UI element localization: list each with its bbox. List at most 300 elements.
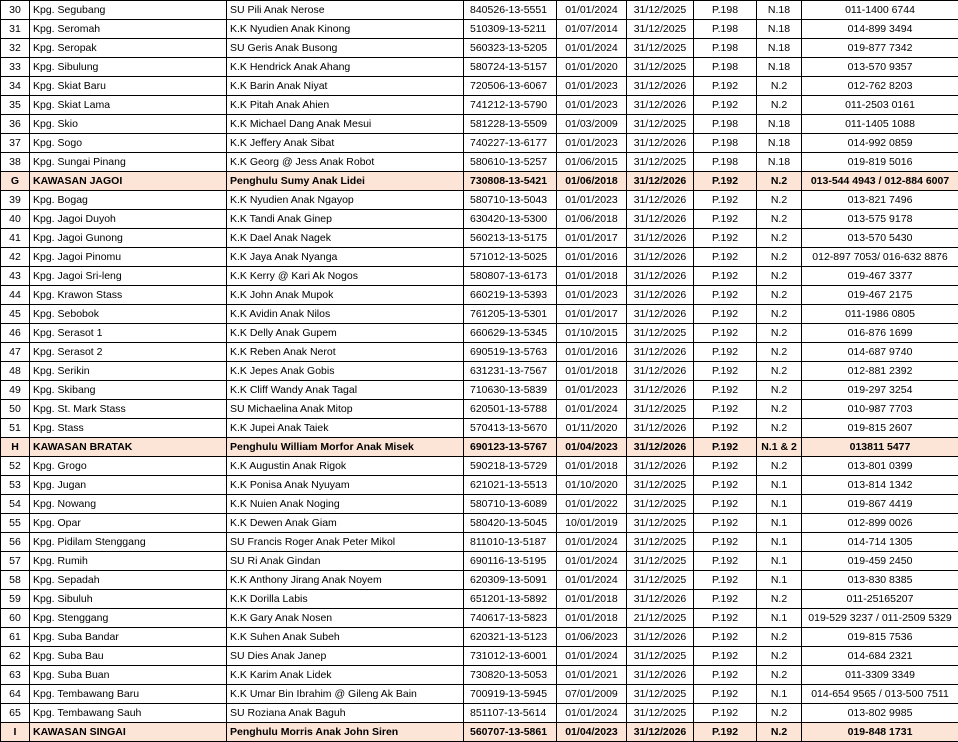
cell-village: Kpg. Seromah (30, 20, 227, 39)
cell-end-date: 31/12/2026 (627, 191, 694, 210)
cell-village: Kpg. Pidilam Stenggang (30, 533, 227, 552)
cell-number: 64 (1, 685, 30, 704)
cell-start-date: 01/01/2024 (557, 704, 627, 723)
cell-number: 38 (1, 153, 30, 172)
table-row (1, 77, 958, 96)
cell-village: Kpg. Skibang (30, 381, 227, 400)
cell-start-date: 01/01/2017 (557, 229, 627, 248)
cell-end-date: 31/12/2026 (627, 305, 694, 324)
table-row (1, 476, 958, 495)
cell-number: 65 (1, 704, 30, 723)
cell-phone: 012-762 8203 (802, 77, 958, 96)
cell-phone: 019-467 3377 (802, 267, 958, 286)
cell-village: Kpg. Seropak (30, 39, 227, 58)
cell-phone: 013-801 0399 (802, 457, 958, 476)
cell-village: Kpg. Opar (30, 514, 227, 533)
cell-ic-number: 560707-13-5861 (464, 723, 557, 742)
table-row (1, 647, 958, 666)
cell-village: Kpg. Bogag (30, 191, 227, 210)
table-row (1, 704, 958, 723)
cell-phone: 011-3309 3349 (802, 666, 958, 685)
cell-number: 44 (1, 286, 30, 305)
cell-end-date: 31/12/2026 (627, 210, 694, 229)
cell-village: Kpg. Jagoi Gunong (30, 229, 227, 248)
cell-village: Kpg. Stenggang (30, 609, 227, 628)
cell-end-date: 31/12/2026 (627, 362, 694, 381)
cell-village: Kpg. Suba Buan (30, 666, 227, 685)
cell-head-name: SU Dies Anak Janep (227, 647, 464, 666)
cell-parliament: P.192 (694, 267, 757, 286)
cell-dun: N.2 (757, 704, 802, 723)
cell-ic-number: 580724-13-5157 (464, 58, 557, 77)
cell-phone: 013-814 1342 (802, 476, 958, 495)
cell-head-name: K.K Reben Anak Nerot (227, 343, 464, 362)
cell-village: Kpg. Segubang (30, 1, 227, 20)
cell-dun: N.1 (757, 514, 802, 533)
cell-end-date: 31/12/2025 (627, 514, 694, 533)
table-row (1, 191, 958, 210)
cell-head-name: K.K Avidin Anak Nilos (227, 305, 464, 324)
cell-number: 56 (1, 533, 30, 552)
cell-dun: N.1 (757, 495, 802, 514)
cell-dun: N.2 (757, 229, 802, 248)
cell-phone: 019-297 3254 (802, 381, 958, 400)
cell-phone: 019-848 1731 (802, 723, 958, 742)
cell-parliament: P.192 (694, 514, 757, 533)
cell-end-date: 31/12/2026 (627, 381, 694, 400)
table-row (1, 590, 958, 609)
cell-dun: N.2 (757, 381, 802, 400)
cell-village: Kpg. Sungai Pinang (30, 153, 227, 172)
table-row (1, 58, 958, 77)
cell-parliament: P.192 (694, 343, 757, 362)
cell-ic-number: 580807-13-6173 (464, 267, 557, 286)
cell-number: 60 (1, 609, 30, 628)
cell-start-date: 01/01/2023 (557, 381, 627, 400)
cell-village: Kpg. Sogo (30, 134, 227, 153)
cell-phone: 011-1400 6744 (802, 1, 958, 20)
cell-phone: 013-570 9357 (802, 58, 958, 77)
table-row (1, 305, 958, 324)
cell-ic-number: 700919-13-5945 (464, 685, 557, 704)
cell-dun: N.18 (757, 134, 802, 153)
table-row (1, 229, 958, 248)
cell-start-date: 01/01/2018 (557, 609, 627, 628)
cell-parliament: P.192 (694, 191, 757, 210)
cell-start-date: 01/01/2022 (557, 495, 627, 514)
cell-dun: N.2 (757, 666, 802, 685)
cell-start-date: 01/01/2024 (557, 533, 627, 552)
cell-start-date: 01/06/2018 (557, 172, 627, 191)
table-row (1, 552, 958, 571)
cell-start-date: 01/06/2023 (557, 628, 627, 647)
cell-dun: N.18 (757, 58, 802, 77)
cell-ic-number: 621021-13-5513 (464, 476, 557, 495)
cell-parliament: P.198 (694, 153, 757, 172)
cell-head-name: Penghulu Sumy Anak Lidei (227, 172, 464, 191)
cell-parliament: P.192 (694, 229, 757, 248)
cell-head-name: K.K Nyudien Anak Kinong (227, 20, 464, 39)
cell-village: Kpg. Sepadah (30, 571, 227, 590)
cell-number: 57 (1, 552, 30, 571)
cell-head-name: Penghulu Morris Anak John Siren (227, 723, 464, 742)
cell-ic-number: 660629-13-5345 (464, 324, 557, 343)
cell-village: Kpg. Sibuluh (30, 590, 227, 609)
cell-end-date: 31/12/2025 (627, 39, 694, 58)
cell-end-date: 31/12/2026 (627, 96, 694, 115)
cell-parliament: P.192 (694, 305, 757, 324)
cell-head-name: K.K Nyudien Anak Ngayop (227, 191, 464, 210)
cell-village: Kpg. Sebobok (30, 305, 227, 324)
cell-head-name: K.K Jepes Anak Gobis (227, 362, 464, 381)
cell-head-name: SU Francis Roger Anak Peter Mikol (227, 533, 464, 552)
cell-phone: 011-1986 0805 (802, 305, 958, 324)
cell-parliament: P.192 (694, 571, 757, 590)
cell-ic-number: 651201-13-5892 (464, 590, 557, 609)
cell-ic-number: 690116-13-5195 (464, 552, 557, 571)
cell-parliament: P.192 (694, 77, 757, 96)
cell-parliament: P.198 (694, 134, 757, 153)
cell-start-date: 01/06/2015 (557, 153, 627, 172)
cell-head-name: K.K Dewen Anak Giam (227, 514, 464, 533)
cell-head-name: K.K Dael Anak Nagek (227, 229, 464, 248)
cell-phone: 013-544 4943 / 012-884 6007 (802, 172, 958, 191)
cell-head-name: K.K Nuien Anak Noging (227, 495, 464, 514)
cell-ic-number: 570413-13-5670 (464, 419, 557, 438)
cell-end-date: 31/12/2026 (627, 457, 694, 476)
cell-ic-number: 741212-13-5790 (464, 96, 557, 115)
cell-number: 33 (1, 58, 30, 77)
cell-parliament: P.192 (694, 400, 757, 419)
cell-end-date: 31/12/2025 (627, 20, 694, 39)
cell-end-date: 21/12/2025 (627, 609, 694, 628)
cell-ic-number: 731012-13-6001 (464, 647, 557, 666)
cell-start-date: 01/01/2023 (557, 286, 627, 305)
cell-number: 30 (1, 1, 30, 20)
cell-phone: 014-992 0859 (802, 134, 958, 153)
cell-phone: 012-881 2392 (802, 362, 958, 381)
cell-ic-number: 840526-13-5551 (464, 1, 557, 20)
cell-number: 50 (1, 400, 30, 419)
cell-start-date: 07/01/2009 (557, 685, 627, 704)
cell-start-date: 01/01/2017 (557, 305, 627, 324)
cell-ic-number: 581228-13-5509 (464, 115, 557, 134)
cell-phone: 019-529 3237 / 011-2509 5329 (802, 609, 958, 628)
cell-parliament: P.198 (694, 39, 757, 58)
cell-head-name: K.K Ponisa Anak Nyuyam (227, 476, 464, 495)
table-row (1, 20, 958, 39)
cell-number: 61 (1, 628, 30, 647)
table-row (1, 457, 958, 476)
cell-parliament: P.192 (694, 476, 757, 495)
cell-parliament: P.192 (694, 704, 757, 723)
cell-start-date: 01/04/2023 (557, 723, 627, 742)
cell-village: Kpg. Jagoi Duyoh (30, 210, 227, 229)
cell-ic-number: 510309-13-5211 (464, 20, 557, 39)
cell-dun: N.1 & 2 (757, 438, 802, 457)
cell-parliament: P.192 (694, 248, 757, 267)
cell-dun: N.1 (757, 533, 802, 552)
cell-head-name: K.K Anthony Jirang Anak Noyem (227, 571, 464, 590)
cell-dun: N.2 (757, 77, 802, 96)
cell-number: 55 (1, 514, 30, 533)
cell-number: 48 (1, 362, 30, 381)
cell-head-name: K.K John Anak Mupok (227, 286, 464, 305)
cell-dun: N.18 (757, 1, 802, 20)
table-row (1, 514, 958, 533)
cell-number: 35 (1, 96, 30, 115)
cell-dun: N.18 (757, 115, 802, 134)
cell-end-date: 31/12/2026 (627, 723, 694, 742)
cell-start-date: 01/10/2020 (557, 476, 627, 495)
cell-end-date: 31/12/2026 (627, 628, 694, 647)
cell-parliament: P.198 (694, 1, 757, 20)
cell-dun: N.1 (757, 571, 802, 590)
cell-end-date: 31/12/2025 (627, 647, 694, 666)
cell-dun: N.1 (757, 609, 802, 628)
cell-end-date: 31/12/2026 (627, 590, 694, 609)
cell-end-date: 31/12/2026 (627, 77, 694, 96)
cell-dun: N.2 (757, 210, 802, 229)
cell-ic-number: 580710-13-5043 (464, 191, 557, 210)
cell-phone: 012-899 0026 (802, 514, 958, 533)
cell-phone: 019-877 7342 (802, 39, 958, 58)
cell-ic-number: 620309-13-5091 (464, 571, 557, 590)
cell-ic-number: 740227-13-6177 (464, 134, 557, 153)
cell-ic-number: 811010-13-5187 (464, 533, 557, 552)
cell-village: Kpg. Tembawang Baru (30, 685, 227, 704)
cell-phone: 019-459 2450 (802, 552, 958, 571)
table-row (1, 685, 958, 704)
cell-head-name: K.K Augustin Anak Rigok (227, 457, 464, 476)
cell-start-date: 01/01/2024 (557, 552, 627, 571)
cell-parliament: P.192 (694, 210, 757, 229)
cell-village: Kpg. Skiat Baru (30, 77, 227, 96)
cell-dun: N.2 (757, 362, 802, 381)
cell-village: Kpg. Jugan (30, 476, 227, 495)
cell-dun: N.2 (757, 457, 802, 476)
cell-head-name: K.K Georg @ Jess Anak Robot (227, 153, 464, 172)
cell-parliament: P.192 (694, 381, 757, 400)
cell-end-date: 31/12/2026 (627, 134, 694, 153)
cell-parliament: P.192 (694, 666, 757, 685)
table-row (1, 286, 958, 305)
cell-head-name: K.K Umar Bin Ibrahim @ Gileng Ak Bain (227, 685, 464, 704)
cell-number: 54 (1, 495, 30, 514)
cell-head-name: K.K Jeffery Anak Sibat (227, 134, 464, 153)
cell-head-name: K.K Tandi Anak Ginep (227, 210, 464, 229)
cell-phone: 013-802 9985 (802, 704, 958, 723)
cell-dun: N.2 (757, 191, 802, 210)
table-row (1, 96, 958, 115)
table-row (1, 343, 958, 362)
cell-ic-number: 580420-13-5045 (464, 514, 557, 533)
cell-village: Kpg. Skio (30, 115, 227, 134)
cell-parliament: P.192 (694, 495, 757, 514)
cell-end-date: 31/12/2025 (627, 704, 694, 723)
cell-number: 39 (1, 191, 30, 210)
table-row (1, 628, 958, 647)
cell-ic-number: 620321-13-5123 (464, 628, 557, 647)
cell-dun: N.1 (757, 685, 802, 704)
cell-parliament: P.192 (694, 552, 757, 571)
cell-dun: N.1 (757, 476, 802, 495)
cell-end-date: 31/12/2026 (627, 438, 694, 457)
cell-end-date: 31/12/2025 (627, 400, 694, 419)
cell-head-name: Penghulu William Morfor Anak Misek (227, 438, 464, 457)
cell-parliament: P.192 (694, 172, 757, 191)
cell-end-date: 31/12/2025 (627, 153, 694, 172)
cell-end-date: 31/12/2025 (627, 115, 694, 134)
cell-ic-number: 571012-13-5025 (464, 248, 557, 267)
table-row (1, 571, 958, 590)
cell-village: Kpg. Grogo (30, 457, 227, 476)
cell-phone: 013-821 7496 (802, 191, 958, 210)
cell-end-date: 31/12/2026 (627, 172, 694, 191)
cell-phone: 019-867 4419 (802, 495, 958, 514)
cell-village: Kpg. St. Mark Stass (30, 400, 227, 419)
cell-dun: N.2 (757, 647, 802, 666)
cell-ic-number: 580610-13-5257 (464, 153, 557, 172)
cell-number: 31 (1, 20, 30, 39)
cell-end-date: 31/12/2025 (627, 476, 694, 495)
cell-ic-number: 580710-13-6089 (464, 495, 557, 514)
cell-start-date: 01/01/2024 (557, 571, 627, 590)
cell-head-name: K.K Cliff Wandy Anak Tagal (227, 381, 464, 400)
cell-ic-number: 560323-13-5205 (464, 39, 557, 58)
cell-end-date: 31/12/2025 (627, 324, 694, 343)
cell-head-name: K.K Jaya Anak Nyanga (227, 248, 464, 267)
cell-ic-number: 560213-13-5175 (464, 229, 557, 248)
cell-start-date: 01/01/2016 (557, 343, 627, 362)
cell-start-date: 01/03/2009 (557, 115, 627, 134)
section-row (1, 172, 958, 191)
cell-village: KAWASAN SINGAI (30, 723, 227, 742)
cell-number: 43 (1, 267, 30, 286)
cell-phone: 010-987 7703 (802, 400, 958, 419)
cell-start-date: 01/01/2023 (557, 134, 627, 153)
cell-phone: 013-830 8385 (802, 571, 958, 590)
cell-head-name: K.K Dorilla Labis (227, 590, 464, 609)
cell-village: Kpg. Suba Bandar (30, 628, 227, 647)
cell-ic-number: 630420-13-5300 (464, 210, 557, 229)
cell-phone: 014-684 2321 (802, 647, 958, 666)
table-row (1, 115, 958, 134)
cell-ic-number: 590218-13-5729 (464, 457, 557, 476)
cell-number: 45 (1, 305, 30, 324)
cell-phone: 013811 5477 (802, 438, 958, 457)
cell-start-date: 01/01/2023 (557, 96, 627, 115)
table-row (1, 210, 958, 229)
cell-dun: N.2 (757, 723, 802, 742)
cell-number: 42 (1, 248, 30, 267)
cell-head-name: SU Ri Anak Gindan (227, 552, 464, 571)
cell-parliament: P.192 (694, 324, 757, 343)
cell-start-date: 01/04/2023 (557, 438, 627, 457)
cell-head-name: K.K Hendrick Anak Ahang (227, 58, 464, 77)
cell-parliament: P.192 (694, 609, 757, 628)
cell-parliament: P.198 (694, 115, 757, 134)
cell-head-name: K.K Gary Anak Nosen (227, 609, 464, 628)
cell-start-date: 01/01/2023 (557, 77, 627, 96)
cell-number: 58 (1, 571, 30, 590)
cell-end-date: 31/12/2026 (627, 267, 694, 286)
cell-ic-number: 690519-13-5763 (464, 343, 557, 362)
table-row (1, 381, 958, 400)
cell-parliament: P.192 (694, 457, 757, 476)
cell-ic-number: 740617-13-5823 (464, 609, 557, 628)
cell-parliament: P.192 (694, 438, 757, 457)
cell-ic-number: 720506-13-6067 (464, 77, 557, 96)
cell-start-date: 01/01/2020 (557, 58, 627, 77)
cell-start-date: 01/07/2014 (557, 20, 627, 39)
cell-number: 62 (1, 647, 30, 666)
cell-village: Kpg. Krawon Stass (30, 286, 227, 305)
cell-start-date: 01/06/2018 (557, 210, 627, 229)
cell-number: 32 (1, 39, 30, 58)
cell-dun: N.2 (757, 419, 802, 438)
cell-number: 47 (1, 343, 30, 362)
cell-number: 36 (1, 115, 30, 134)
cell-phone: 011-1405 1088 (802, 115, 958, 134)
cell-parliament: P.192 (694, 419, 757, 438)
cell-end-date: 31/12/2026 (627, 229, 694, 248)
cell-number: 41 (1, 229, 30, 248)
cell-dun: N.2 (757, 628, 802, 647)
cell-dun: N.2 (757, 590, 802, 609)
cell-end-date: 31/12/2026 (627, 248, 694, 267)
cell-start-date: 01/10/2015 (557, 324, 627, 343)
cell-head-name: K.K Delly Anak Gupem (227, 324, 464, 343)
cell-dun: N.2 (757, 324, 802, 343)
cell-number: 46 (1, 324, 30, 343)
cell-phone: 019-815 7536 (802, 628, 958, 647)
cell-phone: 013-575 9178 (802, 210, 958, 229)
cell-dun: N.2 (757, 343, 802, 362)
cell-village: KAWASAN JAGOI (30, 172, 227, 191)
cell-end-date: 31/12/2025 (627, 58, 694, 77)
cell-village: Kpg. Jagoi Sri-leng (30, 267, 227, 286)
cell-number: 34 (1, 77, 30, 96)
cell-ic-number: 851107-13-5614 (464, 704, 557, 723)
cell-head-name: K.K Pitah Anak Ahien (227, 96, 464, 115)
cell-number: 63 (1, 666, 30, 685)
cell-ic-number: 761205-13-5301 (464, 305, 557, 324)
table-row (1, 39, 958, 58)
cell-start-date: 01/01/2024 (557, 400, 627, 419)
table-row (1, 362, 958, 381)
cell-parliament: P.192 (694, 647, 757, 666)
cell-phone: 014-687 9740 (802, 343, 958, 362)
cell-dun: N.2 (757, 400, 802, 419)
cell-end-date: 31/12/2025 (627, 495, 694, 514)
table-row (1, 1, 958, 20)
table-row (1, 267, 958, 286)
cell-number: 49 (1, 381, 30, 400)
table-body (1, 1, 958, 742)
cell-village: Kpg. Skiat Lama (30, 96, 227, 115)
cell-dun: N.18 (757, 39, 802, 58)
cell-phone: 014-714 1305 (802, 533, 958, 552)
section-row (1, 438, 958, 457)
cell-number: 52 (1, 457, 30, 476)
cell-end-date: 31/12/2026 (627, 666, 694, 685)
cell-start-date: 01/01/2024 (557, 647, 627, 666)
table-row (1, 419, 958, 438)
table-row (1, 533, 958, 552)
cell-end-date: 31/12/2025 (627, 685, 694, 704)
cell-parliament: P.192 (694, 96, 757, 115)
